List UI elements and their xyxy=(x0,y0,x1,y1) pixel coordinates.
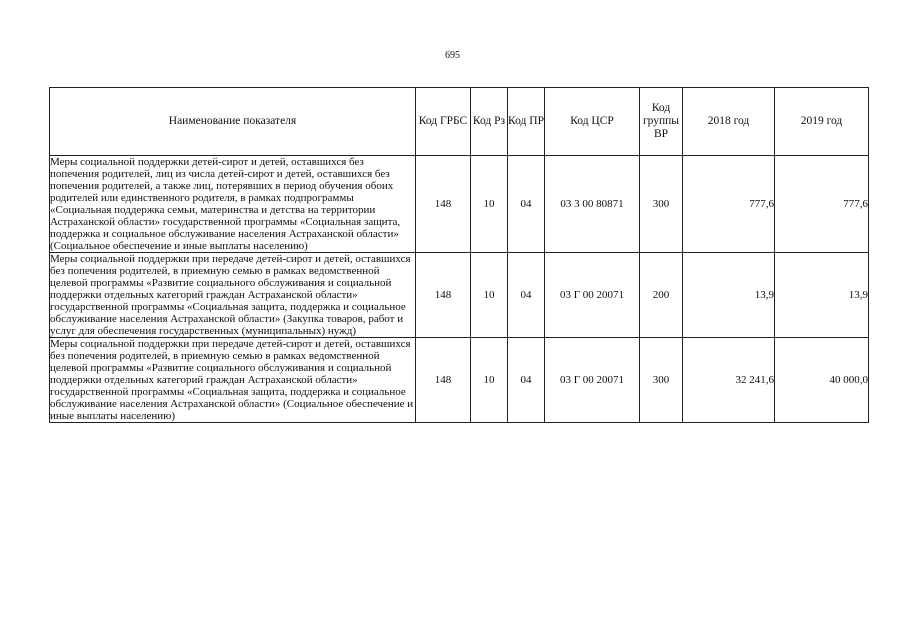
header-pr: Код ПР xyxy=(508,88,545,156)
table-row xyxy=(50,156,869,253)
row-csr: 03 Г 00 20071 xyxy=(545,253,640,338)
row-grbs: 148 xyxy=(416,253,471,338)
row-2019: 13,9 xyxy=(775,253,869,338)
row-pr: 04 xyxy=(508,156,545,253)
row-grbs: 148 xyxy=(416,156,471,253)
row-pr: 04 xyxy=(508,253,545,338)
row-name: Меры социальной поддержки при передаче детей-сирот и детей, оставшихся без попечения родителей, в приемную семью в рамках ведомственной целевой программы «Развитие социального обслуживания и социальной поддержки отдельных категорий граждан Астраханской области» государственной программы «Социальная защита, поддержка и социальное обслуживание населения Астраханской области» (Социальное обеспечение и иные выплаты населению) xyxy=(50,338,416,423)
row-2019: 40 000,0 xyxy=(775,338,869,423)
row-2018: 32 241,6 xyxy=(683,338,775,423)
row-vr: 300 xyxy=(640,156,683,253)
row-rz: 10 xyxy=(471,253,508,338)
header-csr: Код ЦСР xyxy=(545,88,640,156)
header-name: Наименование показателя xyxy=(50,88,416,156)
table-row xyxy=(50,338,869,423)
row-rz: 10 xyxy=(471,338,508,423)
table-row xyxy=(50,253,869,338)
row-2018: 777,6 xyxy=(683,156,775,253)
row-2018: 13,9 xyxy=(683,253,775,338)
row-pr: 04 xyxy=(508,338,545,423)
row-2019: 777,6 xyxy=(775,156,869,253)
header-grbs: Код ГРБС xyxy=(416,88,471,156)
row-grbs: 148 xyxy=(416,338,471,423)
row-rz: 10 xyxy=(471,156,508,253)
row-name: Меры социальной поддержки при передаче детей-сирот и детей, оставшихся без попечения родителей, в приемную семью в рамках ведомственной целевой программы «Развитие социального обслуживания и социальной поддержки отдельных категорий граждан Астраханской области» государственной программы «Социальная защита, поддержка и социальное обслуживание населения Астраханской области» (Закупка товаров, работ и услуг для обеспечения государственных (муниципальных) нужд) xyxy=(50,253,416,338)
row-vr: 300 xyxy=(640,338,683,423)
page-number: 695 xyxy=(445,50,460,61)
budget-table xyxy=(49,87,869,423)
header-2019: 2019 год xyxy=(775,88,869,156)
row-csr: 03 3 00 80871 xyxy=(545,156,640,253)
table-header-row xyxy=(50,88,869,156)
row-name: Меры социальной поддержки детей-сирот и детей, оставшихся без попечения родителей, лиц из числа детей-сирот и детей, оставшихся без попечения родителей, а также лиц, потерявших в период обучения обоих родителей или единственного родителя, в рамках подпрограммы «Социальная поддержка семьи, материнства и детства на территории Астраханской области» государственной программы «Социальная защита, поддержка и социальное обслуживание населения Астраханской области» (Социальное обеспечение и иные выплаты населению) xyxy=(50,156,416,253)
header-rz: Код Рз xyxy=(471,88,508,156)
row-csr: 03 Г 00 20071 xyxy=(545,338,640,423)
header-2018: 2018 год xyxy=(683,88,775,156)
header-vr: Код группы ВР xyxy=(640,88,683,156)
row-vr: 200 xyxy=(640,253,683,338)
